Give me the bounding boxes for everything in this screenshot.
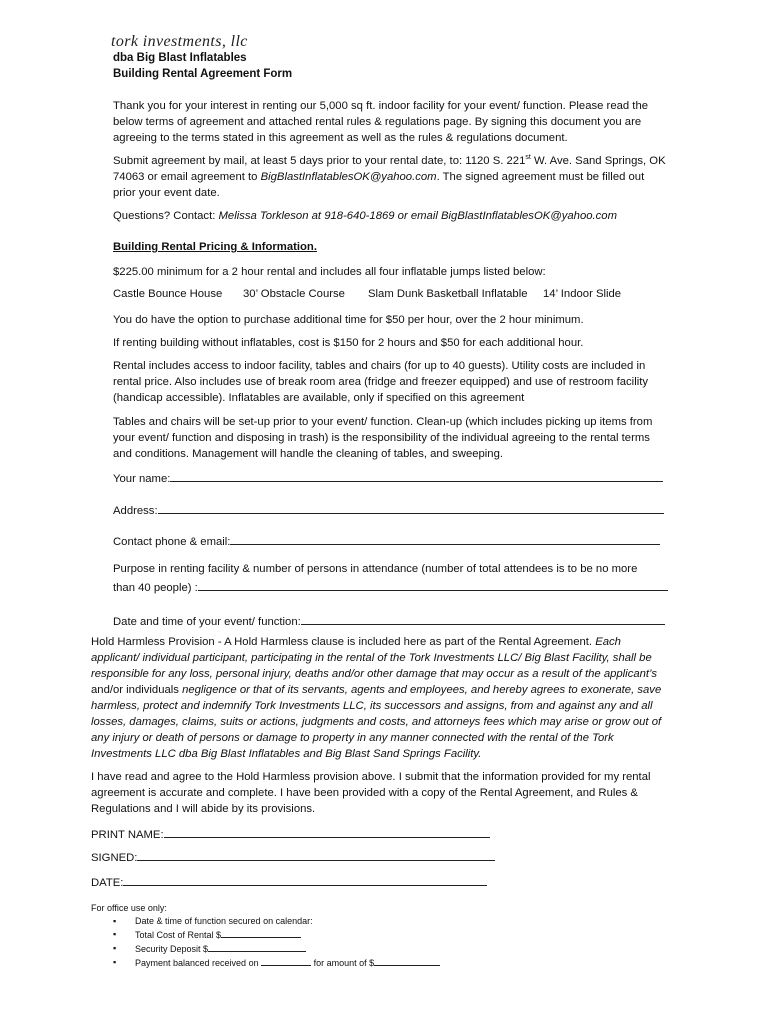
office-item-label: Payment balanced received on <box>135 958 262 968</box>
intro-paragraph <box>113 98 673 146</box>
setup-line: and conditions. Management will handle the cleaning of tables, and sweeping. <box>113 448 504 460</box>
form-title: Building Rental Agreement Form <box>113 68 293 80</box>
date-input[interactable] <box>123 873 487 886</box>
hh-text: and/or individuals <box>91 684 183 696</box>
your-name-row <box>113 469 663 485</box>
questions-label: Questions? Contact: <box>113 210 219 222</box>
submit-line: prior your event date. <box>113 187 220 199</box>
signature-input[interactable] <box>137 848 495 861</box>
address-label: Address: <box>113 505 158 517</box>
print-name-label: PRINT NAME: <box>91 829 164 841</box>
submit-text: 74063 or email agreement to <box>113 171 261 183</box>
includes-line: (handicap accessible). Inflatables are available, only if specified on this agreement <box>113 392 525 404</box>
address-row <box>113 501 664 517</box>
submit-line <box>113 153 673 169</box>
hh-text: Each <box>595 636 621 648</box>
rental-includes <box>113 358 673 406</box>
questions-contact: Melissa Torkleson at 918-640-1869 or email BigBlastInflatablesOK@yahoo.com <box>218 210 617 222</box>
includes-line: rental price. Also includes use of break room area (fridge and freezer equipped) and use of restroom facility <box>113 376 649 388</box>
agreement-line: Regulations and I will abide by its provisions. <box>91 803 316 815</box>
payment-amount-input[interactable] <box>374 956 440 966</box>
office-item-label: Total Cost of Rental $ <box>135 930 222 940</box>
deposit-input[interactable] <box>208 942 306 952</box>
submit-text: W. Ave. Sand Springs, OK <box>530 155 666 167</box>
office-use-list <box>91 915 440 970</box>
purpose-label: Purpose in renting facility & number of persons in attendance (number of total attendees is to be no more <box>113 563 638 575</box>
purpose-input[interactable] <box>198 578 668 591</box>
office-item-label: for amount of $ <box>311 958 375 968</box>
setup-cleanup <box>113 414 673 462</box>
hold-harmless-provision <box>91 634 691 762</box>
print-name-row <box>91 825 490 841</box>
submit-line <box>113 169 673 185</box>
hh-text: responsible for any loss, personal injury, deaths and/or other damage that may occur as a result of the applicant’s <box>91 668 657 680</box>
office-item-label: Date & time of function secured on calendar: <box>135 916 313 926</box>
signed-row <box>91 848 495 864</box>
setup-line: Tables and chairs will be set-up prior to your event/ function. Clean-up (which includes picking up items from <box>113 416 653 428</box>
inflatable-obstacle: 30’ Obstacle Course <box>243 288 345 300</box>
ordinal-suffix: st <box>525 154 531 162</box>
address-input[interactable] <box>158 501 664 514</box>
hh-text: negligence or that of its servants, agents and employees, and hereby agrees to exonerate, save <box>182 684 662 696</box>
company-logo: tork investments, llc <box>111 33 248 50</box>
inflatable-slam-dunk: Slam Dunk Basketball Inflatable <box>368 288 528 300</box>
date-time-input[interactable] <box>301 612 665 625</box>
office-use-heading: For office use only: <box>91 903 167 913</box>
dba-name: dba Big Blast Inflatables <box>113 52 247 64</box>
date-time-row <box>113 612 665 628</box>
your-name-label: Your name: <box>113 473 171 485</box>
pricing-heading: Building Rental Pricing & Information. <box>113 241 317 253</box>
contact-row <box>113 532 660 548</box>
total-cost-input[interactable] <box>221 928 301 938</box>
office-item-calendar <box>113 915 440 928</box>
agreement-line: I have read and agree to the Hold Harmless provision above. I submit that the information provided for my rental <box>91 771 651 783</box>
your-name-input[interactable] <box>170 469 663 482</box>
submit-text: . The signed agreement must be filled out <box>436 171 645 183</box>
office-use-section <box>91 902 440 970</box>
hh-text: Hold Harmless Provision - A Hold Harmless clause is included here as part of the Rental Agreement. <box>91 636 596 648</box>
hh-text: Investments LLC dba Big Blast Inflatables and Big Blast Sand Springs Facility. <box>91 748 482 760</box>
payment-date-input[interactable] <box>261 956 311 966</box>
inflatable-castle: Castle Bounce House <box>113 288 223 300</box>
submit-text: Submit agreement by mail, at least 5 days prior to your rental date, to: 1120 S. 221 <box>113 155 526 167</box>
hh-text: harmless, protect and indemnify Tork Investments LLC, its successors and assigns, from and against any and all <box>91 700 653 712</box>
submit-paragraph <box>113 153 673 201</box>
intro-line: agreeing to the terms stated in this agreement as well as the rules & regulations document. <box>113 132 568 144</box>
date-label: DATE: <box>91 877 124 889</box>
date-time-label: Date and time of your event/ function: <box>113 616 301 628</box>
hh-text: any injury or death of persons or damage to property in any manner connected with the rental of the Tork <box>91 732 614 744</box>
print-name-input[interactable] <box>164 825 490 838</box>
includes-line: Rental includes access to indoor facility, tables and chairs (for up to 40 guests). Utility costs are included in <box>113 360 646 372</box>
inflatable-slide: 14’ Indoor Slide <box>543 288 622 300</box>
agreement-line: agreement is accurate and complete. I have been provided with a copy of the Rental Agreement, and Rules & <box>91 787 638 799</box>
office-item-label: Security Deposit $ <box>135 944 209 954</box>
contact-label: Contact phone & email: <box>113 536 231 548</box>
signed-label: SIGNED: <box>91 852 138 864</box>
pricing-minimum: $225.00 minimum for a 2 hour rental and includes all four inflatable jumps listed below: <box>113 266 546 278</box>
intro-line: below terms of agreement and attached rental rules & regulations page. By signing this document you are <box>113 116 642 128</box>
additional-time: You do have the option to purchase additional time for $50 per hour, over the 2 hour minimum. <box>113 314 584 326</box>
agreement-statement <box>91 769 691 817</box>
contact-input[interactable] <box>230 532 660 545</box>
date-row <box>91 873 487 889</box>
submit-email: BigBlastInflatablesOK@yahoo.com <box>260 171 437 183</box>
hh-text: applicant/ individual participant, participating in the rental of the Tork Investments LLC/ Big Blast Facility, shall be <box>91 652 652 664</box>
purpose-label-cont: than 40 people) : <box>113 582 198 594</box>
purpose-row <box>113 563 668 594</box>
office-item-total-cost <box>113 928 440 942</box>
without-inflatables: If renting building without inflatables, cost is $150 for 2 hours and $50 for each additional hour. <box>113 337 584 349</box>
questions-line <box>113 208 673 224</box>
hh-text: losses, damages, claims, suits or actions, judgments and costs, and attorneys fees which may arise or grow out of <box>91 716 662 728</box>
setup-line: your event/ function and disposing in trash) is the responsibility of the individual agreeing to the rental terms <box>113 432 650 444</box>
office-item-payment <box>113 956 440 970</box>
intro-line: Thank you for your interest in renting our 5,000 sq ft. indoor facility for your event/ function. Please read the <box>113 100 649 112</box>
office-item-deposit <box>113 942 440 956</box>
